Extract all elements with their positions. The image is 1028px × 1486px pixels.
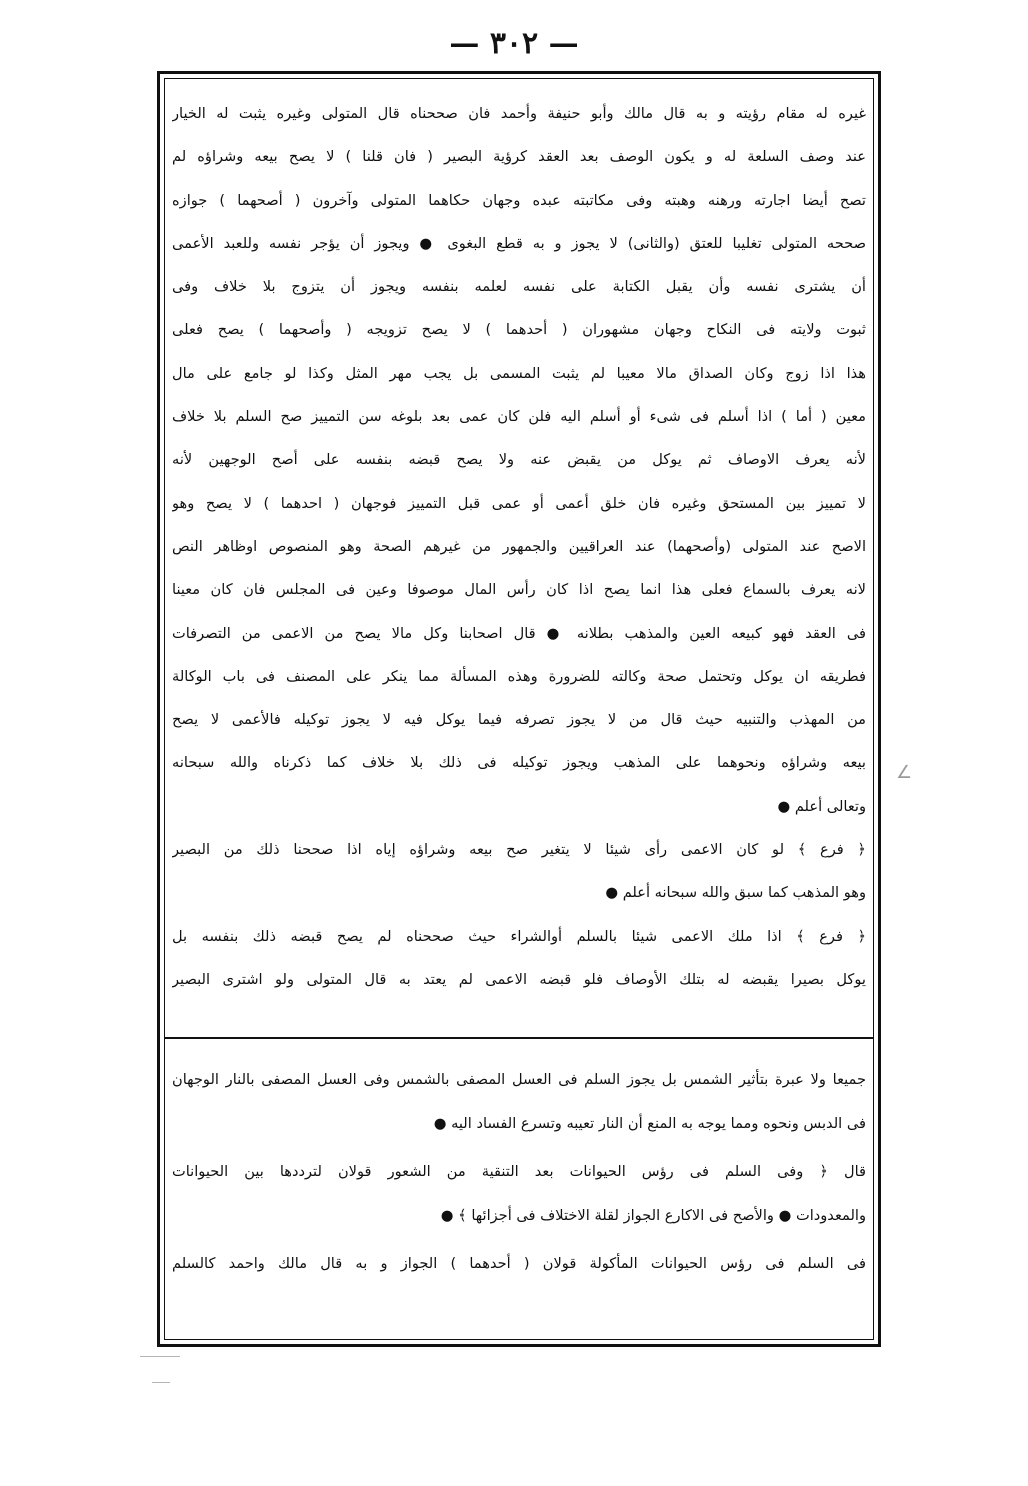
footnote-block: [172, 1058, 866, 1286]
text-line: لأنه يعرف الاوصاف ثم يوكل من يقبض عنه ولا يصح قبضه بنفسه على أصح الوجهين لأنه: [172, 451, 866, 469]
footnote-line: فى السلم فى رؤس الحيوانات المأكولة قولان ( أحدهما ) الجواز و به قال مالك واحمد كالسلم: [172, 1255, 866, 1272]
stray-mark: [152, 1382, 170, 1383]
text-line: صححه المتولى تغليبا للعتق (والثانى) لا يجوز و به قطع البغوى ● ويجوز أن يؤجر نفسه وللعبد الأعمى: [172, 234, 866, 252]
footnote-line: فى الدبس ونحوه ومما يوجه به المنع أن النار تعيبه وتسرع الفساد اليه ●: [433, 1115, 866, 1132]
footnote-line: جميعا ولا عبرة بتأثير الشمس بل يجوز السلم فى العسل المصفى بالشمس وفى العسل المصفى بالنار الوجهان: [172, 1071, 866, 1088]
text-line: عند وصف السلعة له و يكون الوصف بعد العقد كرؤية البصير ( فان قلنا ) لا يصح بيعه وشراؤه لم: [172, 148, 866, 166]
text-line: وهو المذهب كما سبق والله سبحانه أعلم ●: [605, 884, 866, 902]
text-line: أن يشترى نفسه وأن يقبل الكتابة على نفسه لعلمه بنفسه ويجوز أن يتزوج بلا خلاف وفى: [172, 278, 866, 296]
footnote-line: والمعدودات ● والأصح فى الاكارع الجواز لقلة الاختلاف فى أجزائها ﴾ ●: [440, 1207, 866, 1224]
text-line: وتعالى أعلم ●: [777, 797, 866, 815]
text-line: فطريقه ان يوكل وتحتمل صحة وكالته للضرورة وهذه المسألة مما ينكر على المصنف فى باب الوكالة: [172, 667, 866, 685]
page-number: — ٣٠٢ —: [449, 26, 579, 61]
stray-mark: [140, 1356, 180, 1357]
text-line: معين ( أما ) اذا أسلم فى شىء أو أسلم اليه فلن كان عمى بعد بلوغه سن التمييز صح السلم بلا خلاف: [172, 408, 866, 426]
text-line: بيعه وشراؤه ونحوهما على المذهب ويجوز توكيله فى ذلك بلا خلاف كما ذكرناه والله سبحانه: [172, 754, 866, 772]
text-line: غيره له مقام رؤيته و به قال مالك وأبو حنيفة وأحمد فان صححناه قال المتولى وغيره يثبت له الخيار: [172, 105, 866, 122]
text-line: ﴿ فرع ﴾ لو كان الاعمى رأى شيئا لا يتغير صح بيعه وشراؤه إياه اذا صححنا ذلك من البصير: [172, 841, 866, 859]
footnote-divider: [164, 1037, 874, 1039]
text-line: من المهذب والتنبيه حيث قال من لا يجوز تصرفه فيما يوكل فيه لا يجوز توكيله فالأعمى لا يصح: [172, 711, 866, 729]
text-line: لانه يعرف بالسماع فعلى هذا انما يصح اذا كان رأس المال موصوفا وعين فى المجلس فان كان معينا: [172, 581, 866, 599]
text-line: لا تمييز بين المستحق وغيره فان خلق أعمى أو عمى قبل التمييز فوجهان ( احدهما ) لا يصح وهو: [172, 494, 866, 512]
main-text-block: [172, 92, 866, 1001]
margin-pencil-mark: ∠: [896, 762, 913, 783]
text-line: فى العقد فهو كبيعه العين والمذهب بطلانه ● قال اصحابنا وكل مالا يصح من الاعمى من التصرفات: [172, 624, 866, 642]
text-line: هذا اذا زوج وكان الصداق مالا معيبا لم يثبت المسمى بل يجب مهر المثل وكذا لو جامع على مال: [172, 364, 866, 382]
text-line: تصح أيضا اجارته ورهنه وهبته وفى مكاتبته عبده وجهان حكاهما المتولى وآخرون ( أصحهما ) جوازه: [172, 191, 866, 209]
text-line: يوكل بصيرا يقبضه له بتلك الأوصاف فلو قبضه الاعمى لم يعتد به قال المتولى ولو اشترى البصير: [172, 970, 866, 988]
text-line: الاصح عند المتولى (وأصحهما) عند العراقيين والجمهور من غيرهم الصحة وهو المنصوص اوظاهر النص: [172, 537, 866, 555]
text-line: ثبوت ولايته فى النكاح وجهان مشهوران ( أحدهما ) لا يصح تزويجه ( وأصحهما ) يصح فعلى: [172, 321, 866, 339]
footnote-line: قال ﴿ وفى السلم فى رؤس الحيوانات بعد التنقية من الشعور قولان لترددها بين الحيوانات: [172, 1163, 866, 1180]
text-line: ﴿ فرع ﴾ اذا ملك الاعمى شيئا بالسلم أوالشراء حيث صححناه لم يصح قبضه ذلك بنفسه بل: [172, 927, 866, 945]
